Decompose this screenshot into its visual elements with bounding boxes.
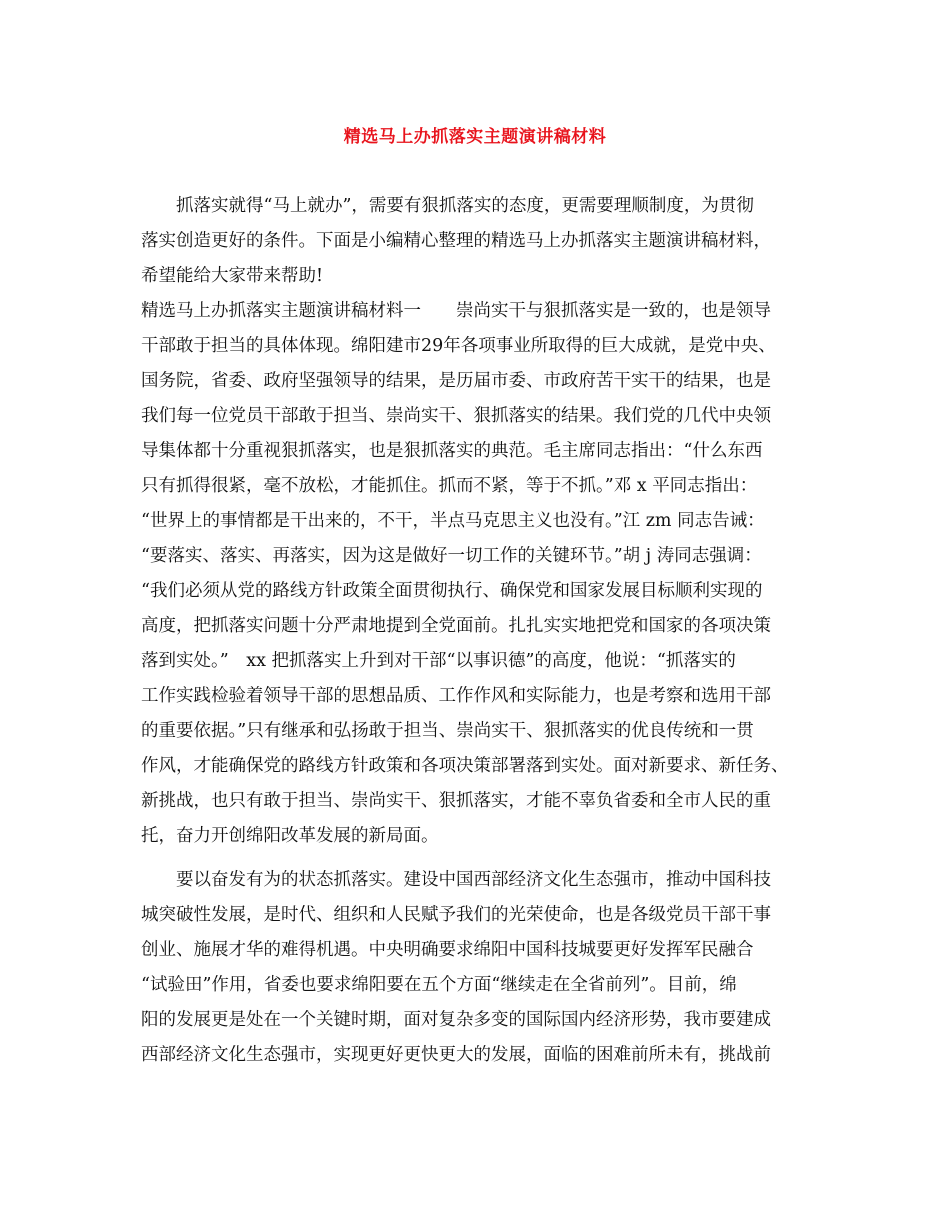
text-line: 希望能给大家带来帮助! xyxy=(141,266,324,286)
text-line: 干部敢于担当的具体体现。绵阳建市29年各项事业所取得的巨大成就，是党中央、 xyxy=(141,336,776,356)
text-line: 工作实践检验着领导干部的思想品质、工作作风和实际能力，也是考察和选用干部 xyxy=(141,686,771,706)
document-title: 精选马上办抓落实主题演讲稿材料 xyxy=(343,127,607,147)
text-line: 西部经济文化生态强市，实现更好更快更大的发展，面临的困难前所未有，挑战前 xyxy=(141,1045,771,1065)
text-line: 精选马上办抓落实主题演讲稿材料一 崇尚实干与狠抓落实是一致的，也是领导 xyxy=(141,301,771,321)
text-line: 落实创造更好的条件。下面是小编精心整理的精选马上办抓落实主题演讲稿材料， xyxy=(141,231,771,251)
text-line: 抓落实就得“马上就办”，需要有狠抓落实的态度，更需要理顺制度，为贯彻 xyxy=(141,196,754,216)
text-line: 新挑战，也只有敢于担当、崇尚实干、狠抓落实，才能不辜负省委和全市人民的重 xyxy=(141,791,771,811)
text-line: 要以奋发有为的状态抓落实。建设中国西部经济文化生态强市，推动中国科技 xyxy=(141,870,771,890)
text-line: 我们每一位党员干部敢于担当、崇尚实干、狠抓落实的结果。我们党的几代中央领 xyxy=(141,406,771,426)
text-line: 导集体都十分重视狠抓落实，也是狠抓落实的典范。毛主席同志指出：“什么东西 xyxy=(141,441,763,461)
text-line: 作风，才能确保党的路线方针政策和各项决策部署落到实处。面对新要求、新任务、 xyxy=(141,756,789,776)
text-line: 托，奋力开创绵阳改革发展的新局面。 xyxy=(141,826,439,846)
text-line: 阳的发展更是处在一个关键时期，面对复杂多变的国际国内经济形势，我市要建成 xyxy=(141,1010,771,1030)
text-line: “我们必须从党的路线方针政策全面贯彻执行、确保党和国家发展目标顺利实现的 xyxy=(141,581,763,601)
text-line: 国务院，省委、政府坚强领导的结果，是历届市委、市政府苦干实干的结果，也是 xyxy=(141,371,771,391)
text-line: 的重要依据。”只有继承和弘扬敢于担当、崇尚实干、狠抓落实的优良传统和一贯 xyxy=(141,721,754,741)
text-line: 创业、施展才华的难得机遇。中央明确要求绵阳中国科技城要更好发挥军民融合 xyxy=(141,940,754,960)
text-line: 只有抓得很紧，毫不放松，才能抓住。抓而不紧，等于不抓。”邓 x 平同志指出： xyxy=(141,476,758,496)
text-line: “世界上的事情都是干出来的，不干，半点马克思主义也没有。”江 zm 同志告诫： xyxy=(141,511,765,531)
text-line: “要落实、落实、再落实，因为这是做好一切工作的关键环节。”胡 j 涛同志强调： xyxy=(141,546,762,566)
text-line: 落到实处。” xx 把抓落实上升到对干部“以事识德”的高度，他说：“抓落实的 xyxy=(141,651,736,671)
text-line: 城突破性发展，是时代、组织和人民赋予我们的光荣使命，也是各级党员干部干事 xyxy=(141,905,771,925)
text-line: “试验田”作用，省委也要求绵阳要在五个方面“继续走在全省前列”。目前，绵 xyxy=(141,975,737,995)
text-line: 高度，把抓落实问题十分严肃地提到全党面前。扎扎实实地把党和国家的各项决策 xyxy=(141,616,771,636)
